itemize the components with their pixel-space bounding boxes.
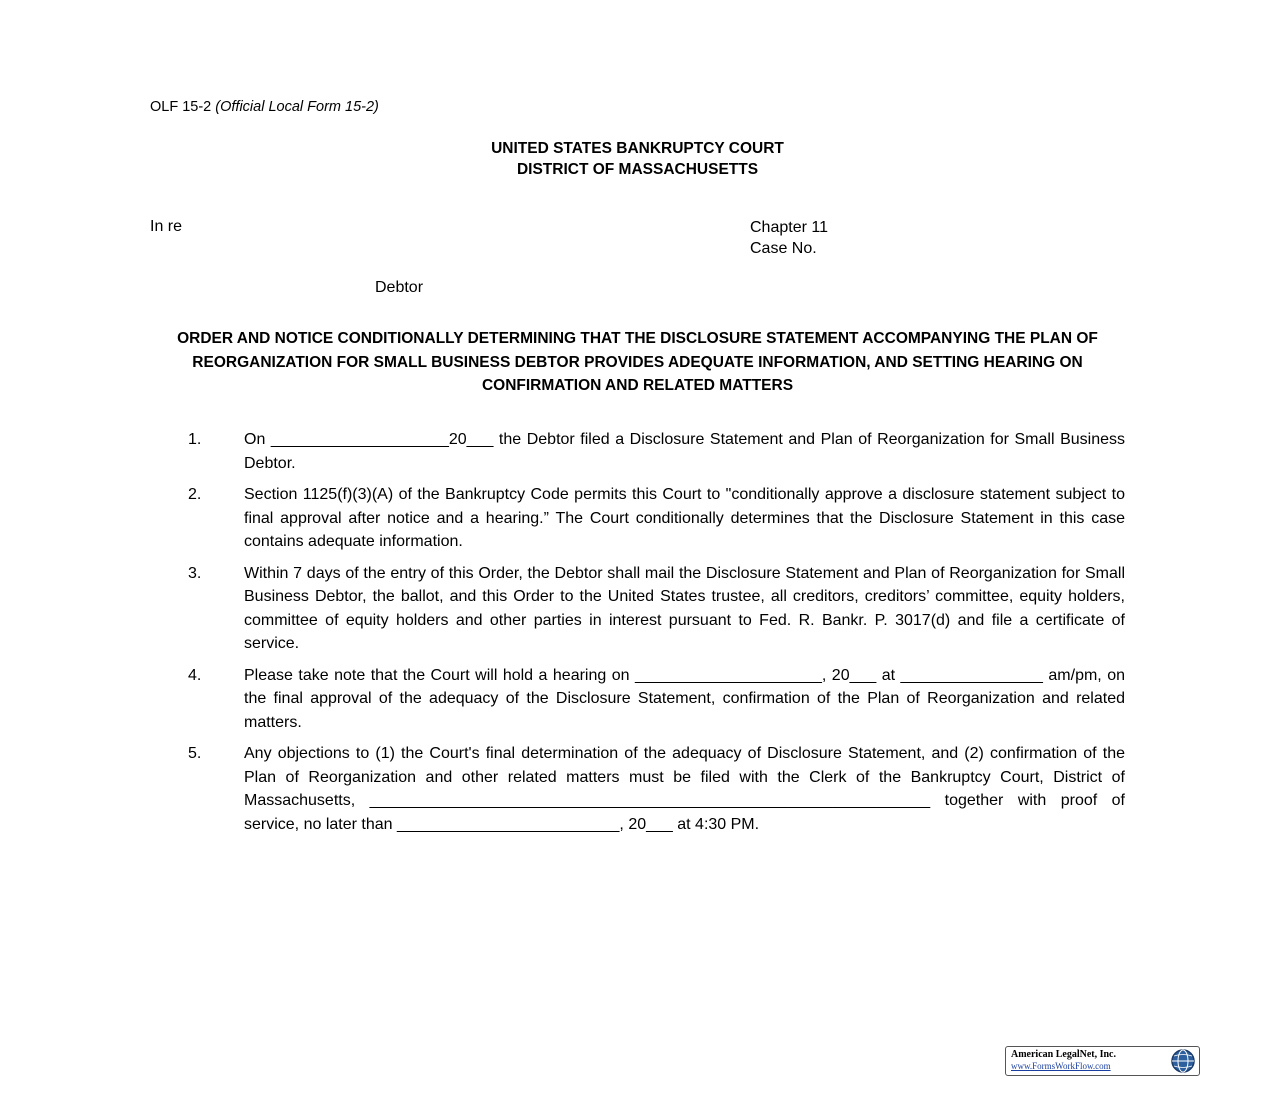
publisher-name: American LegalNet, Inc. [1011,1049,1116,1060]
paragraph-number: 5. [188,745,202,762]
paragraph-text: Section 1125(f)(3)(A) of the Bankruptcy Code permits this Court to "conditionally approve a disclosure statement subject to final approval after notice and a hearing.” The Court conditionally determines that the Disclosure Statement in this case contains adequate information. [244,486,1125,550]
order-title: ORDER AND NOTICE CONDITIONALLY DETERMINING THAT THE DISCLOSURE STATEMENT ACCOMPANYING THE PLAN OF REORGANIZATION FOR SMALL BUSINESS DEBTOR PROVIDES ADEQUATE INFORMATION, AND SETTING HEARING ON CONFIRMATION AND RELATED MATTERS [177,330,1098,394]
order-paragraph-2 [188,483,1125,554]
in-re-label: In re [150,218,183,235]
paragraph-text: Any objections to (1) the Court's final determination of the adequacy of Disclosure Statement, and (2) confirmation of the Plan of Reorganization and other related matters must be filed with the Clerk of the Bankruptcy Court, District of Massachusetts, _______________________________________________________________ together with proof of service, no later than _________________________, 20___ at 4:30 PM. [244,745,1125,833]
paragraph-text: Please take note that the Court will hold a hearing on _____________________, 20___ at ________________ am/pm, on the final approval of the adequacy of the Disclosure Statement, confirmation of the Plan of Reorganization and related matters. [244,666,1125,731]
form-identifier [150,99,379,115]
court-district: DISTRICT OF MASSACHUSETTS [516,161,759,178]
order-paragraph-3 [188,562,1125,656]
publisher-logo[interactable] [1005,1046,1200,1076]
globe-icon [1170,1048,1196,1074]
form-id-note: (Official Local Form 15-2) [215,99,379,115]
order-paragraph-1 [188,428,1125,475]
order-paragraph-4 [188,664,1125,735]
order-paragraphs [188,428,1125,844]
paragraph-text: Within 7 days of the entry of this Order, the Debtor shall mail the Disclosure Statement and Plan of Reorganization for Small Business Debtor, the ballot, and this Order to the United States trustee, all creditors, creditors’ committee, equity holders, committee of equity holders and other parties in interest pursuant to Fed. R. Bankr. P. 3017(d) and file a certificate of service. [244,564,1125,652]
publisher-url[interactable]: www.FormsWorkFlow.com [1011,1061,1111,1071]
paragraph-number: 1. [188,431,202,448]
chapter-label: Chapter 11 [750,219,828,236]
case-number-label: Case No. [750,239,817,257]
form-id-code: OLF 15-2 [150,99,212,115]
paragraph-number: 2. [188,486,202,503]
court-heading [0,138,1275,180]
paragraph-text: On ____________________20___ the Debtor filed a Disclosure Statement and Plan of Reorganization for Small Business Debtor. [244,431,1125,472]
case-caption [750,218,828,259]
order-paragraph-5 [188,742,1125,836]
court-name: UNITED STATES BANKRUPTCY COURT [491,140,784,157]
paragraph-number: 4. [188,666,202,684]
paragraph-number: 3. [188,564,202,582]
debtor-label: Debtor [375,279,424,296]
